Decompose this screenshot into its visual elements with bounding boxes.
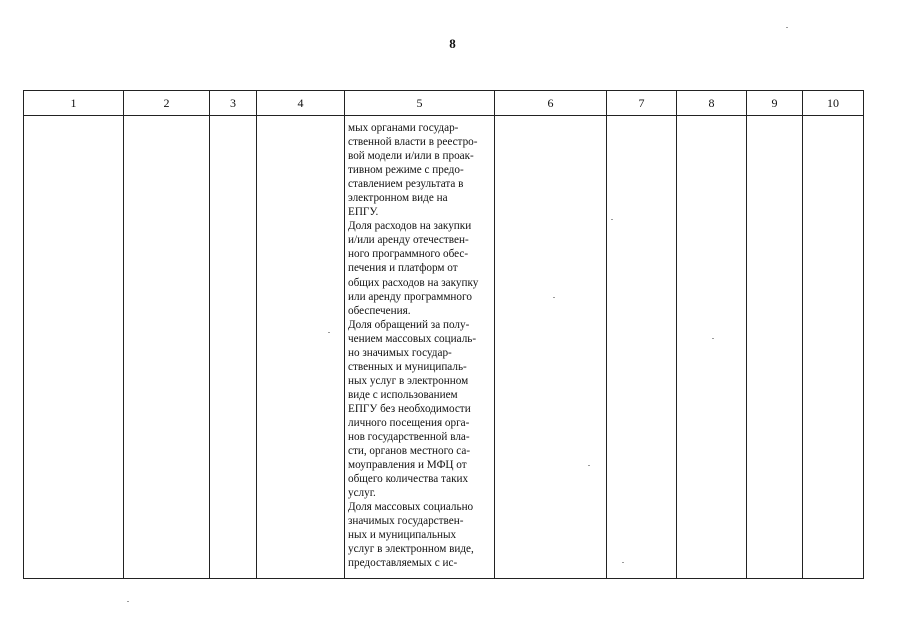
indicator-text-line: виде с использованием [348,388,458,401]
column-header-8: 8 [677,91,747,116]
indicator-text-line: или аренду программного [348,290,472,303]
scan-speck [553,297,555,298]
indicator-text-line: ных и муниципальных [348,529,457,542]
table-cell-col3 [210,116,257,579]
indicator-text-line: личного посещения орга- [348,416,470,429]
indicator-text-line: но значимых государ- [348,346,452,359]
indicator-text-line: нов государственной вла- [348,431,470,444]
indicator-text-line: электронном виде на [348,192,448,205]
page-number: 8 [449,36,456,51]
indicator-text-line: общих расходов на закупку [348,276,479,289]
table-cell-col4 [257,116,345,579]
indicator-text-line: ного программного обес- [348,248,469,261]
indicator-text-line: ных услуг в электронном [348,374,469,387]
indicator-text-line: и/или аренду отечествен- [348,234,469,247]
indicator-text-line: предоставляемых с ис- [348,557,458,570]
indicator-text-line: чением массовых социаль- [348,332,477,345]
table-cell-col6 [495,116,607,579]
column-header-2: 2 [124,91,210,116]
column-header-3: 3 [210,91,257,116]
column-header-7: 7 [607,91,677,116]
scan-speck [622,562,624,563]
indicator-text-line: моуправления и МФЦ от [348,459,467,472]
indicator-text-line: услуг в электронном виде, [348,543,474,556]
indicator-text-line: вой модели и/или в проак- [348,150,474,163]
scan-speck [588,465,590,466]
indicator-text-line: ЕПГУ без необходимости [348,402,471,415]
indicator-text-line: печения и платформ от [348,262,458,275]
column-header-10: 10 [803,91,864,116]
column-header-5: 5 [345,91,495,116]
table-cell-col2 [124,116,210,579]
indicator-text-line: Доля расходов на закупки [348,220,472,233]
scan-speck [328,332,330,333]
indicator-text-line: Доля массовых социально [348,501,474,514]
column-header-1: 1 [24,91,124,116]
column-header-6: 6 [495,91,607,116]
column-header-4: 4 [257,91,345,116]
indicator-text-line: общего количества таких [348,473,469,486]
indicator-text-line: ставлением результата в [348,178,464,191]
indicator-text [345,116,494,571]
indicator-text-line: сти, органов местного са- [348,445,471,458]
indicator-text-line: Доля обращений за полу- [348,318,470,331]
indicator-text-line: ственной власти в реестро- [348,136,478,149]
indicator-text-line: тивном режиме с предо- [348,164,464,177]
indicator-text-line: услуг. [348,487,376,500]
scan-speck [127,601,129,602]
table-header-row [24,91,864,116]
data-table [23,90,864,579]
table-row [24,116,864,579]
column-header-9: 9 [747,91,803,116]
indicator-text-line: обеспечения. [348,304,411,317]
indicator-text-line: мых органами государ- [348,122,459,134]
table-cell-col10 [803,116,864,579]
scan-speck [611,219,613,220]
table-cell-col1 [24,116,124,579]
scan-speck [712,338,714,339]
indicator-text-line: ственных и муниципаль- [348,360,467,373]
table-cell-col9 [747,116,803,579]
table-cell-col7 [607,116,677,579]
scan-speck [786,27,788,28]
table-cell-col8 [677,116,747,579]
indicator-text-line: значимых государствен- [348,515,464,528]
table-cell-col5 [345,116,495,579]
indicator-text-line: ЕПГУ. [348,206,379,219]
